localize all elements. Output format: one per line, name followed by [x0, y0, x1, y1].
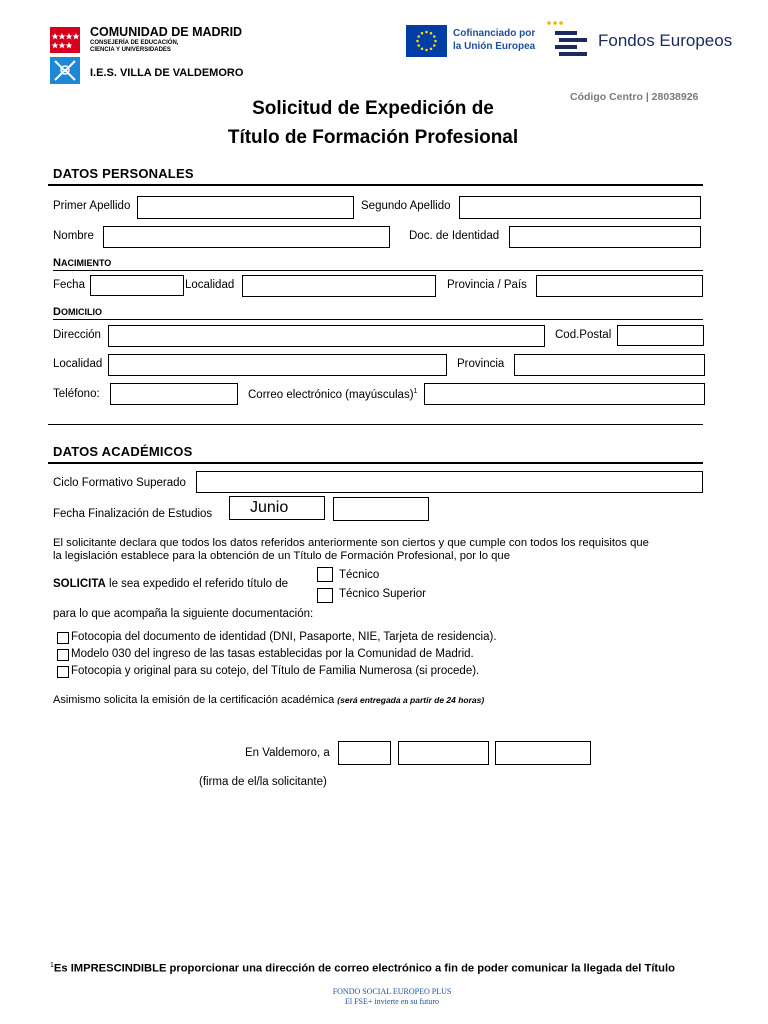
school-logo: [50, 57, 80, 84]
anio-field[interactable]: [495, 741, 591, 765]
nacimiento-heading: NACIMIENTO: [53, 257, 112, 269]
nacimiento-divider: [53, 270, 703, 271]
en-valdemoro-label: En Valdemoro, a: [245, 747, 330, 759]
stars-icon: [50, 27, 80, 53]
datos-personales-heading: DATOS PERSONALES: [53, 166, 194, 181]
localidad-domicilio-field[interactable]: [108, 354, 447, 376]
fecha-nacimiento-label: Fecha: [53, 279, 85, 291]
primer-apellido-label: Primer Apellido: [53, 200, 131, 212]
localidad-nacimiento-label: Localidad: [185, 279, 235, 291]
mes-field[interactable]: [398, 741, 489, 765]
title-line1: Solicitud de Expedición de: [252, 98, 494, 119]
footer-line1: FONDO SOCIAL EUROPEO PLUS: [332, 987, 452, 996]
correo-label: Correo electrónico (mayúsculas)$^1$: [248, 388, 418, 401]
tecnico-label: Técnico: [339, 569, 380, 581]
provincia-pais-field[interactable]: [536, 275, 703, 297]
cod-postal-label: Cod.Postal: [555, 329, 612, 341]
primer-apellido-field[interactable]: [137, 196, 354, 219]
asimismo-text: Asimismo solicita la emisión de la certificación académica (será entregada a partir de 24 horas): [53, 694, 485, 706]
domicilio-divider: [53, 319, 703, 320]
org-name: COMUNIDAD DE MADRID: [90, 25, 243, 39]
fondos-europeos-logo: [545, 19, 595, 59]
nombre-field[interactable]: [103, 226, 390, 248]
provincia-domicilio-field[interactable]: [514, 354, 705, 376]
tecnico-superior-checkbox[interactable]: [317, 588, 333, 603]
correo-field[interactable]: [424, 383, 705, 405]
direccion-label: Dirección: [53, 329, 101, 341]
fecha-fin-month-field[interactable]: [229, 496, 325, 520]
solicita-text: SOLICITA le sea expedido el referido título de: [53, 578, 289, 590]
codigo-centro: Código Centro | 28038926: [570, 91, 699, 103]
eu-stars-icon: [406, 25, 447, 57]
eu-flag: [406, 25, 447, 57]
ciclo-label: Ciclo Formativo Superado: [53, 477, 186, 489]
provincia-domicilio-label: Provincia: [457, 358, 505, 370]
fecha-fin-month-value: Junio: [250, 499, 289, 516]
tecnico-superior-label: Técnico Superior: [339, 588, 426, 600]
fecha-nacimiento-field[interactable]: [90, 275, 184, 296]
school-emblem-icon: [50, 57, 80, 84]
dia-field[interactable]: [338, 741, 391, 765]
fondos-europeos-icon: [545, 19, 595, 59]
academicos-top-divider: [48, 424, 703, 425]
firma-label: (firma de el/la solicitante): [199, 776, 327, 788]
org-sub2: CIENCIA Y UNIVERSIDADES: [90, 47, 171, 53]
doc-checkbox-1[interactable]: [57, 632, 69, 644]
declara-line1: El solicitante declara que todos los datos referidos anteriormente son ciertos y que cumple con todos los requisitos que: [53, 537, 649, 549]
title-line2: Título de Formación Profesional: [227, 127, 519, 148]
section-divider: [48, 184, 703, 186]
doc-identidad-label: Doc. de Identidad: [409, 230, 500, 242]
tecnico-checkbox[interactable]: [317, 567, 333, 582]
nombre-label: Nombre: [53, 230, 94, 242]
doc-checkbox-2[interactable]: [57, 649, 69, 661]
org-sub1: CONSEJERÍA DE EDUCACIÓN,: [90, 40, 179, 46]
fecha-fin-year-field[interactable]: [333, 497, 429, 521]
direccion-field[interactable]: [108, 325, 545, 347]
acompana-text: para lo que acompaña la siguiente documentación:: [53, 608, 314, 620]
provincia-pais-label: Provincia / País: [447, 279, 527, 291]
telefono-label: Teléfono:: [53, 388, 100, 400]
footnote: $^1$Es IMPRESCINDIBLE proporcionar una dirección de correo electrónico a fin de poder comunicar la llegada del Título: [50, 962, 675, 975]
eu-cofinanciado-line2: la Unión Europea: [453, 41, 536, 52]
doc-label-1: Fotocopia del documento de identidad (DNI, Pasaporte, NIE, Tarjeta de residencia).: [71, 631, 497, 643]
fecha-fin-label: Fecha Finalización de Estudios: [53, 508, 213, 520]
eu-cofinanciado-line1: Cofinanciado por: [453, 28, 536, 39]
segundo-apellido-field[interactable]: [459, 196, 701, 219]
domicilio-heading: DOMICILIO: [53, 306, 102, 318]
doc-identidad-field[interactable]: [509, 226, 701, 248]
declara-line2: la legislación establece para la obtención de un Título de Formación Profesional, por lo que: [53, 550, 510, 562]
localidad-domicilio-label: Localidad: [53, 358, 103, 370]
localidad-nacimiento-field[interactable]: [242, 275, 436, 297]
school-name: I.E.S. VILLA DE VALDEMORO: [90, 67, 244, 79]
doc-checkbox-3[interactable]: [57, 666, 69, 678]
doc-label-2: Modelo 030 del ingreso de las tasas establecidas por la Comunidad de Madrid.: [71, 648, 474, 660]
academicos-divider: [48, 462, 703, 464]
fondos-europeos-text: Fondos Europeos: [598, 31, 733, 50]
segundo-apellido-label: Segundo Apellido: [361, 200, 451, 212]
footer-line2: El FSE+ invierte en su futuro: [344, 997, 440, 1006]
datos-academicos-heading: DATOS ACADÉMICOS: [53, 444, 193, 459]
doc-label-3: Fotocopia y original para su cotejo, del Título de Familia Numerosa (si procede).: [71, 665, 480, 677]
ciclo-field[interactable]: [196, 471, 703, 493]
telefono-field[interactable]: [110, 383, 238, 405]
cod-postal-field[interactable]: [617, 325, 704, 346]
madrid-logo: [50, 27, 80, 53]
